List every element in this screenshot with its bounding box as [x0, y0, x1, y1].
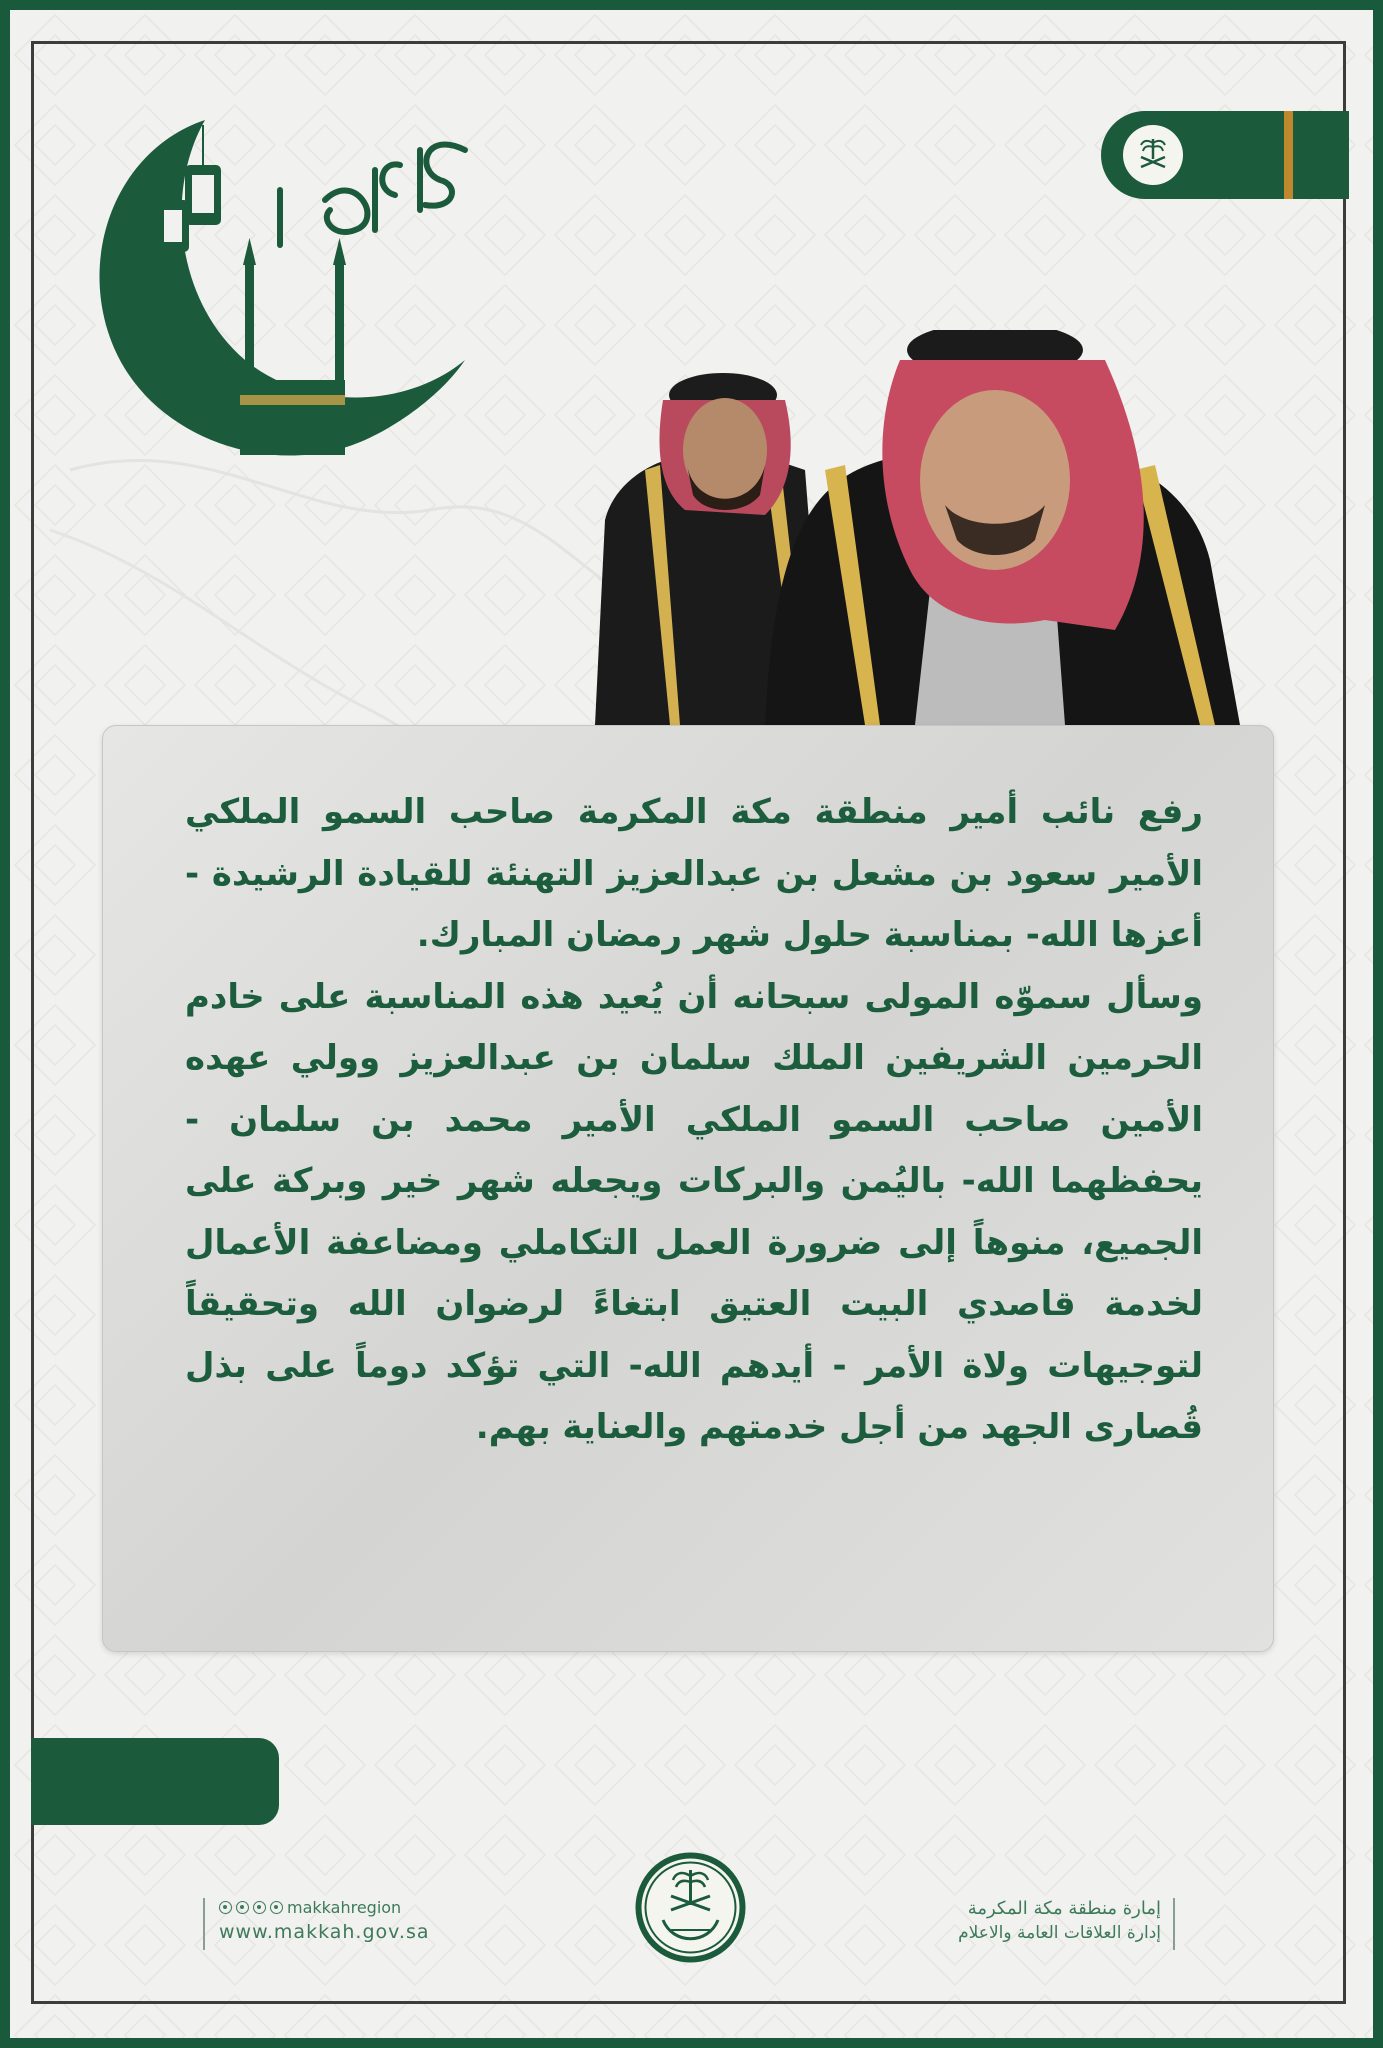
snapchat-icon[interactable] — [270, 1901, 283, 1914]
statement-paragraph-1: رفع نائب أمير منطقة مكة المكرمة صاحب السمو الملكي الأمير سعود بن مشعل بن عبدالعزيز التهنئة للقيادة الرشيدة - أعزها الله- بمناسبة حلول شهر رمضان المبارك. — [185, 792, 1203, 955]
youtube-icon[interactable] — [236, 1901, 249, 1914]
statement-paragraph-2: وسأل سموّه المولى سبحانه أن يُعيد هذه المناسبة على خادم الحرمين الشريفين الملك سلمان بن عبدالعزيز وولي عهده الأمين صاحب السمو الملكي الأمير محمد بن سلمان - يحفظهما الله- باليُمن والبركات ويجعله شهر خير وبركة على الجميع، منوهاً إلى ضرورة العمل التكاملي ومضاعفة الأعمال لخدمة قاصدي البيت العتيق ابتغاءً لرضوان الله وتحقيقاً لتوجيهات ولاة الأمر - أيدهم الله- التي تؤكد دوماً على بذل قُصارى الجهد من أجل خدمتهم والعناية بهم. — [185, 976, 1203, 1447]
website-link[interactable]: www.makkah.gov.sa — [219, 1921, 430, 1943]
palm-swords-icon — [1123, 125, 1183, 185]
org-name: إمارة منطقة مكة المكرمة — [967, 1898, 1161, 1919]
instagram-icon[interactable] — [253, 1901, 266, 1914]
social-row — [219, 1898, 459, 1917]
gold-stripe — [1284, 111, 1293, 199]
x-icon[interactable] — [219, 1901, 232, 1914]
header-emblem-tab — [1101, 111, 1349, 199]
leaders-portrait — [575, 330, 1270, 725]
statement-text — [185, 782, 1203, 1459]
ministry-seal-icon — [633, 1850, 748, 1965]
footer-organization — [880, 1898, 1175, 1950]
ramadan-crescent-illustration — [95, 110, 495, 490]
footer-contact — [203, 1898, 459, 1950]
social-handle[interactable]: makkahregion — [287, 1898, 402, 1917]
saudi-emblem-badge — [1123, 125, 1183, 185]
footer-green-tab — [31, 1738, 279, 1825]
org-department: إدارة العلاقات العامة والاعلام — [958, 1923, 1161, 1943]
